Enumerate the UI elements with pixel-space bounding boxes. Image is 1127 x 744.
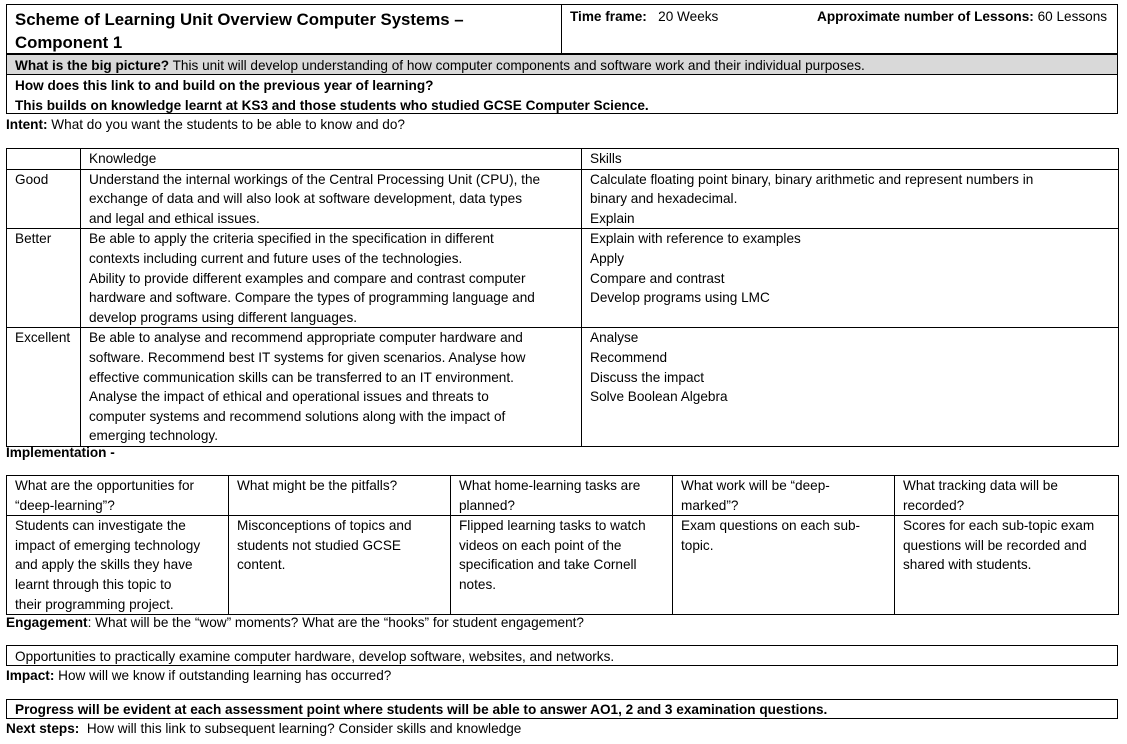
skills-line: Develop programs using LMC — [590, 290, 770, 306]
cell-line: Students can investigate the — [15, 518, 186, 534]
skills-cell — [582, 328, 1119, 447]
previous-year-box — [6, 74, 1118, 114]
cell-line: Scores for each sub-topic exam — [903, 518, 1095, 534]
intent-label: Intent: — [6, 117, 48, 132]
knowledge-line: Be able to apply the criteria specified in the specification in different — [89, 231, 494, 247]
level-label: Better — [7, 229, 81, 328]
big-picture-label: What is the big picture? — [15, 58, 170, 73]
big-picture-text: This unit will develop understanding of how computer components and software work and their individual purposes. — [169, 58, 865, 73]
engagement-answer: Opportunities to practically examine computer hardware, develop software, websites, and networks. — [15, 649, 615, 664]
engagement-answer-box — [6, 645, 1118, 666]
unit-title-line2: Component 1 — [15, 33, 123, 52]
skills-line: Recommend — [590, 349, 668, 365]
skills-line: Discuss the impact — [590, 369, 705, 385]
home-learning-header — [451, 476, 673, 516]
skills-cell — [582, 229, 1119, 328]
skills-line: Apply — [590, 250, 625, 266]
knowledge-cell — [81, 169, 582, 229]
next-steps-text: How will this link to subsequent learning? Consider skills and knowledge — [79, 721, 522, 736]
impact-text: How will we know if outstanding learning has occurred? — [54, 668, 392, 683]
cell-line: content. — [237, 557, 286, 573]
skills-header: Skills — [582, 149, 1119, 170]
cell-line: students not studied GCSE — [237, 537, 401, 553]
cell-line: learnt through this topic to — [15, 576, 172, 592]
cell-line: and apply the skills they have — [15, 557, 193, 573]
title-box — [6, 4, 562, 54]
knowledge-line: and legal and ethical issues. — [89, 210, 260, 226]
header-line: What home-learning tasks are — [459, 478, 641, 493]
cell-line: topic. — [681, 537, 714, 553]
pitfalls-header — [229, 476, 451, 516]
header-line: What might be the pitfalls? — [237, 478, 398, 493]
knowledge-line: Ability to provide different examples and compare and contrast computer — [89, 270, 526, 286]
implementation-header-row — [7, 476, 1119, 516]
deep-marked-header — [673, 476, 895, 516]
impact-heading — [6, 666, 391, 686]
level-label: Good — [7, 169, 81, 229]
skills-line: Calculate floating point binary, binary arithmetic and represent numbers in — [590, 171, 1034, 187]
implementation-heading: Implementation - — [6, 445, 115, 460]
knowledge-cell — [81, 229, 582, 328]
header-line: What tracking data will be — [903, 478, 1058, 493]
skills-line: Explain — [590, 210, 635, 226]
intent-text: What do you want the students to be able to know and do? — [47, 117, 405, 132]
big-picture-row — [6, 54, 1118, 75]
cell-line: notes. — [459, 576, 497, 592]
cell-line: impact of emerging technology — [15, 537, 201, 553]
knowledge-cell — [81, 328, 582, 447]
knowledge-line: computer systems and recommend solutions along with the impact of — [89, 408, 506, 424]
cell-line: their programming project. — [15, 596, 174, 612]
level-header — [7, 149, 81, 170]
skills-line: binary and hexadecimal. — [590, 191, 738, 207]
intent-header-row — [7, 149, 1119, 170]
intent-heading — [6, 115, 405, 135]
skills-line: Explain with reference to examples — [590, 231, 801, 247]
knowledge-line: exchange of data and will also look at software development, data types — [89, 191, 523, 207]
skills-cell — [582, 169, 1119, 229]
timeframe-box — [561, 4, 1118, 54]
knowledge-line: effective communication skills can be transferred to an IT environment. — [89, 369, 514, 385]
skills-line: Solve Boolean Algebra — [590, 389, 728, 405]
engagement-label: Engagement — [6, 615, 88, 630]
intent-table — [6, 148, 1119, 447]
skills-line: Compare and contrast — [590, 270, 725, 286]
impact-answer-box — [6, 699, 1118, 719]
knowledge-line: software. Recommend best IT systems for given scenarios. Analyse how — [89, 349, 526, 365]
knowledge-line: contexts including current and future uses of the technologies. — [89, 250, 463, 266]
header-line: What are the opportunities for — [15, 478, 195, 493]
skills-line: Analyse — [590, 330, 639, 346]
knowledge-header: Knowledge — [81, 149, 582, 170]
knowledge-line: Analyse the impact of ethical and operational issues and threats to — [89, 389, 489, 405]
home-learning-cell — [451, 516, 673, 615]
tracking-data-cell — [895, 516, 1119, 615]
header-line: What work will be “deep- — [681, 478, 830, 493]
cell-line: shared with students. — [903, 557, 1032, 573]
lessons-value: 60 Lessons — [1037, 9, 1108, 24]
tracking-data-header — [895, 476, 1119, 516]
cell-line: videos on each point of the — [459, 537, 622, 553]
deep-learning-cell — [7, 516, 229, 615]
cell-line: specification and take Cornell — [459, 557, 637, 573]
impact-label: Impact: — [6, 668, 55, 683]
lessons-label: Approximate number of Lessons: — [817, 9, 1034, 24]
knowledge-line: develop programs using different languages. — [89, 309, 358, 325]
table-row — [7, 169, 1119, 229]
table-row — [7, 328, 1119, 447]
time-frame-label: Time frame: — [570, 9, 647, 24]
knowledge-line: Understand the internal workings of the Central Processing Unit (CPU), the — [89, 171, 541, 187]
cell-line: Flipped learning tasks to watch — [459, 518, 646, 534]
impact-answer: Progress will be evident at each assessment point where students will be able to answer AO1, 2 and 3 examination questions. — [15, 702, 828, 717]
previous-year-question: How does this link to and build on the previous year of learning? — [15, 78, 434, 93]
cell-line: questions will be recorded and — [903, 537, 1087, 553]
knowledge-line: Be able to analyse and recommend appropriate computer hardware and — [89, 330, 523, 346]
previous-year-answer: This builds on knowledge learnt at KS3 and those students who studied GCSE Computer Science. — [15, 97, 649, 113]
table-row — [7, 229, 1119, 328]
next-steps-heading — [6, 719, 521, 739]
next-steps-label: Next steps: — [6, 721, 80, 736]
header-line: marked”? — [681, 497, 739, 513]
unit-title-line1: Scheme of Learning Unit Overview Computer Systems – — [15, 10, 464, 29]
engagement-heading — [6, 613, 584, 633]
implementation-content-row — [7, 516, 1119, 615]
engagement-text: : What will be the “wow” moments? What are the “hooks” for student engagement? — [87, 615, 584, 630]
time-frame-value: 20 Weeks — [658, 9, 719, 24]
knowledge-line: emerging technology. — [89, 428, 218, 444]
deep-marked-cell — [673, 516, 895, 615]
header-line: recorded? — [903, 497, 965, 513]
cell-line: Exam questions on each sub- — [681, 518, 861, 534]
cell-line: Misconceptions of topics and — [237, 518, 412, 534]
pitfalls-cell — [229, 516, 451, 615]
deep-learning-header — [7, 476, 229, 516]
implementation-table — [6, 475, 1119, 615]
header-line: planned? — [459, 497, 515, 513]
level-label: Excellent — [7, 328, 81, 447]
header-line: “deep-learning”? — [15, 497, 115, 513]
knowledge-line: hardware and software. Compare the types of programming language and — [89, 290, 535, 306]
